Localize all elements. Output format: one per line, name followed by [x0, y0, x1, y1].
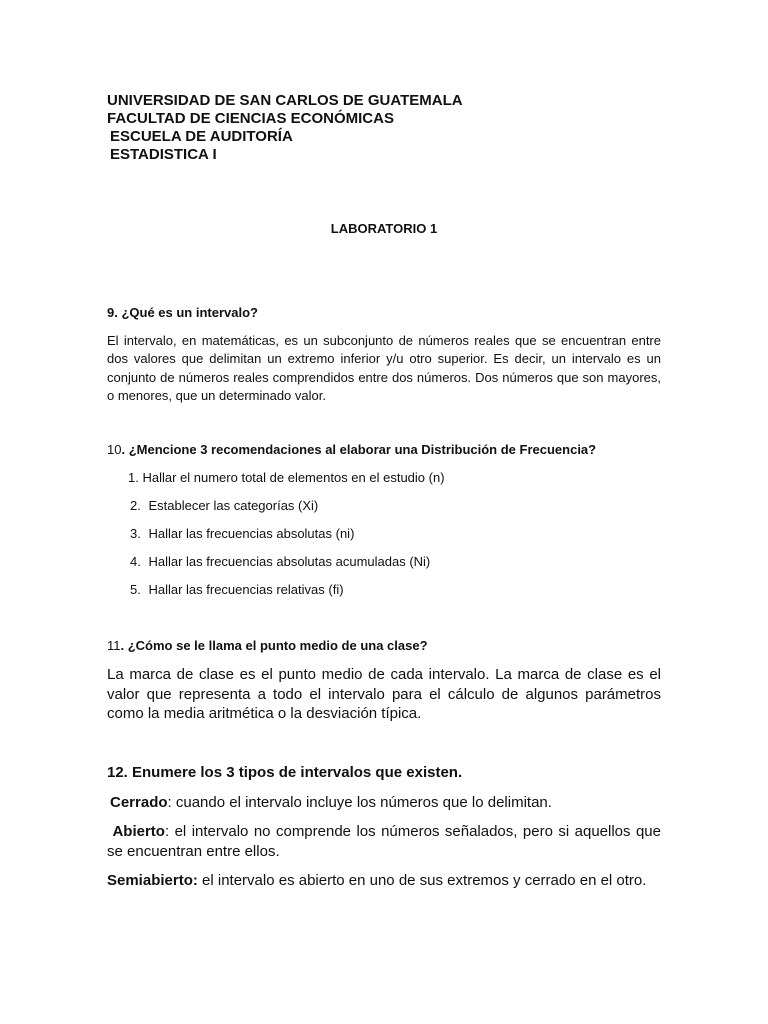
- document-title: LABORATORIO 1: [330, 221, 438, 236]
- interval-type-closed: [110, 793, 661, 813]
- list-item-number: 5.: [130, 582, 141, 597]
- list-item-text: Hallar el numero total de elementos en el estudio (n): [142, 470, 445, 485]
- question-10-text: . ¿Mencione 3 recomendaciones al elaborar una Distribución de Frecuencia?: [121, 442, 597, 457]
- question-9-heading: 9. ¿Qué es un intervalo?: [107, 305, 258, 320]
- interval-type-description: el intervalo es abierto en uno de sus extremos y cerrado en el otro.: [197, 872, 647, 889]
- school-name: ESCUELA DE AUDITORÍA: [110, 128, 293, 145]
- question-11-answer: La marca de clase es el punto medio de cada intervalo. La marca de clase es el valor que representa a todo el intervalo para el cálculo de algunos parámetros como la media aritmética o la desviación típica.: [107, 666, 661, 723]
- list-item-number: 2.: [130, 498, 141, 513]
- faculty-name: FACULTAD DE CIENCIAS ECONÓMICAS: [107, 110, 394, 127]
- list-item: [128, 470, 445, 485]
- list-item: [130, 498, 318, 513]
- question-12-heading: 12. Enumere los 3 tipos de intervalos que existen.: [107, 764, 463, 781]
- list-item: [130, 554, 430, 569]
- list-item-text: Hallar las frecuencias absolutas (ni): [148, 526, 355, 541]
- interval-type-half-open: [107, 871, 661, 891]
- question-11-number: 11: [107, 638, 121, 653]
- list-item-text: Hallar las frecuencias relativas (fi): [148, 582, 344, 597]
- course-name: ESTADISTICA I: [110, 146, 217, 163]
- list-item: [130, 582, 344, 597]
- university-name: UNIVERSIDAD DE SAN CARLOS DE GUATEMALA: [107, 92, 463, 109]
- interval-type-term: Semiabierto:: [107, 872, 198, 889]
- question-9-answer: El intervalo, en matemáticas, es un subconjunto de números reales que se encuentran entre dos valores que delimitan un extremo inferior y/u otro superior. Es decir, un intervalo es un conjunto de números reales comprendidos entre dos números. Dos números que son mayores, o menores, que un determinado valor.: [107, 333, 661, 404]
- question-10-heading: [107, 442, 596, 457]
- interval-type-description: cuando el intervalo incluye los números que lo delimitan.: [171, 794, 552, 811]
- interval-type-description: el intervalo no comprende los números señalados, pero si aquellos que se encuentran entre ellos.: [107, 823, 661, 860]
- question-10-number: 10: [107, 442, 122, 457]
- list-item-text: Establecer las categorías (Xi): [148, 498, 319, 513]
- list-item-text: Hallar las frecuencias absolutas acumuladas (Ni): [148, 554, 431, 569]
- list-item-number: 4.: [130, 554, 141, 569]
- interval-type-term: Abierto: [112, 823, 165, 840]
- list-item: [130, 526, 354, 541]
- interval-type-separator: :: [167, 794, 172, 811]
- question-11-heading: [107, 638, 428, 653]
- interval-type-separator: :: [164, 823, 170, 840]
- interval-type-open: [107, 822, 661, 861]
- list-item-number: 3.: [130, 526, 141, 541]
- question-11-text: . ¿Cómo se le llama el punto medio de una clase?: [120, 638, 428, 653]
- list-item-number: 1.: [128, 470, 139, 485]
- interval-type-term: Cerrado: [110, 794, 168, 811]
